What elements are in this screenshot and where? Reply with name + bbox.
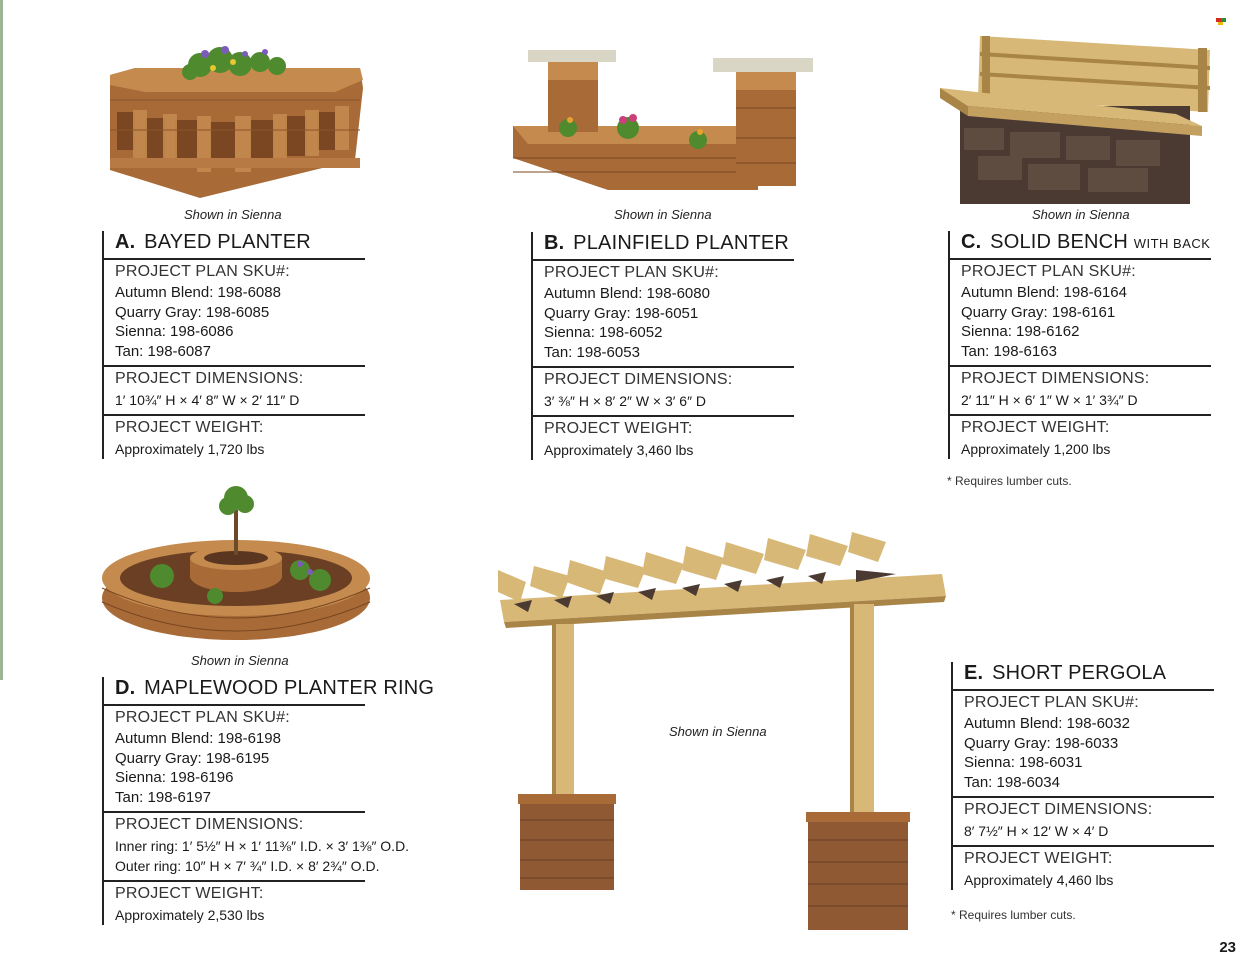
weight-heading: PROJECT WEIGHT: bbox=[115, 419, 264, 436]
dimensions-value: 3′ ⅜″ H × 8′ 2″ W × 3′ 6″ D bbox=[544, 393, 707, 409]
lumber-note-c: * Requires lumber cuts. bbox=[947, 474, 1072, 488]
sku-line: Autumn Blend: 198-6198 bbox=[115, 730, 281, 747]
caption-e: Shown in Sienna bbox=[669, 724, 767, 739]
weight-value: Approximately 1,200 lbs bbox=[961, 441, 1111, 457]
sku-line: Quarry Gray: 198-6085 bbox=[115, 303, 270, 321]
dimensions-heading: PROJECT DIMENSIONS: bbox=[961, 370, 1150, 387]
caption-c: Shown in Sienna bbox=[1032, 207, 1130, 222]
dimensions-value: 1′ 10¾″ H × 4′ 8″ W × 2′ 11″ D bbox=[115, 392, 300, 408]
brand-logo-icon bbox=[1216, 18, 1226, 25]
bayed-planter-image bbox=[105, 40, 367, 202]
product-block-e bbox=[951, 662, 1214, 890]
product-letter: B. bbox=[544, 232, 565, 254]
sku-heading: PROJECT PLAN SKU#: bbox=[961, 263, 1136, 280]
weight-heading: PROJECT WEIGHT: bbox=[961, 419, 1110, 436]
sku-line: Autumn Blend: 198-6080 bbox=[544, 285, 710, 302]
product-block-a bbox=[102, 231, 365, 459]
product-name: SHORT PERGOLA bbox=[992, 662, 1167, 684]
sku-line: Sienna: 198-6162 bbox=[961, 323, 1080, 340]
sku-line: Tan: 198-6034 bbox=[964, 773, 1060, 791]
weight-heading: PROJECT WEIGHT: bbox=[964, 850, 1113, 867]
sku-heading: PROJECT PLAN SKU#: bbox=[115, 263, 290, 280]
dimensions-value: 8′ 7½″ H × 12′ W × 4′ D bbox=[964, 823, 1109, 839]
sku-line: Sienna: 198-6086 bbox=[115, 323, 234, 340]
product-name: BAYED PLANTER bbox=[144, 231, 311, 253]
product-letter: E. bbox=[964, 662, 984, 684]
sku-line: Autumn Blend: 198-6032 bbox=[964, 715, 1130, 732]
product-block-d bbox=[102, 677, 435, 925]
product-name-suffix: WITH BACK bbox=[1133, 236, 1211, 251]
weight-value: Approximately 1,720 lbs bbox=[115, 441, 265, 457]
dimensions-heading: PROJECT DIMENSIONS: bbox=[115, 370, 304, 387]
dimensions-heading: PROJECT DIMENSIONS: bbox=[964, 801, 1153, 818]
product-title bbox=[102, 677, 435, 706]
dimensions-heading: PROJECT DIMENSIONS: bbox=[115, 816, 304, 833]
product-letter: C. bbox=[961, 231, 982, 253]
sku-heading: PROJECT PLAN SKU#: bbox=[115, 709, 290, 726]
sku-line: Autumn Blend: 198-6088 bbox=[115, 284, 281, 301]
product-letter: D. bbox=[115, 677, 136, 699]
sku-line: Autumn Blend: 198-6164 bbox=[961, 284, 1127, 301]
sku-line: Quarry Gray: 198-6195 bbox=[115, 749, 270, 767]
product-title bbox=[948, 231, 1211, 260]
weight-value: Approximately 2,530 lbs bbox=[115, 907, 265, 923]
product-title bbox=[951, 662, 1214, 691]
weight-value: Approximately 4,460 lbs bbox=[964, 872, 1114, 888]
product-block-b bbox=[531, 232, 794, 460]
sku-line: Sienna: 198-6031 bbox=[964, 754, 1083, 771]
weight-heading: PROJECT WEIGHT: bbox=[115, 885, 264, 902]
sku-line: Tan: 198-6053 bbox=[544, 343, 640, 361]
weight-value: Approximately 3,460 lbs bbox=[544, 442, 694, 458]
dimensions-heading: PROJECT DIMENSIONS: bbox=[544, 371, 733, 388]
sku-line: Tan: 198-6197 bbox=[115, 788, 211, 806]
product-name: PLAINFIELD PLANTER bbox=[573, 232, 790, 254]
dimensions-value: Inner ring: 1′ 5½″ H × 1′ 11⅜″ I.D. × 3′ 1⅜″ O.D. bbox=[115, 838, 410, 854]
sku-line: Quarry Gray: 198-6051 bbox=[544, 304, 699, 322]
dimensions-value: Outer ring: 10″ H × 7′ ¾″ I.D. × 8′ 2¾″ O.D. bbox=[115, 858, 380, 874]
product-name: MAPLEWOOD PLANTER RING bbox=[144, 677, 435, 699]
product-name: SOLID BENCH bbox=[990, 231, 1128, 253]
lumber-note-e: * Requires lumber cuts. bbox=[951, 908, 1076, 922]
page-number: 23 bbox=[1219, 939, 1236, 956]
sku-line: Quarry Gray: 198-6033 bbox=[964, 734, 1119, 752]
product-block-c bbox=[948, 231, 1211, 459]
sku-line: Tan: 198-6163 bbox=[961, 342, 1057, 360]
sku-heading: PROJECT PLAN SKU#: bbox=[544, 264, 719, 281]
plainfield-planter-image bbox=[508, 48, 813, 196]
product-title bbox=[531, 232, 794, 261]
product-letter: A. bbox=[115, 231, 136, 253]
solid-bench-image bbox=[938, 36, 1213, 206]
sku-line: Sienna: 198-6196 bbox=[115, 769, 234, 786]
caption-a: Shown in Sienna bbox=[184, 207, 282, 222]
weight-heading: PROJECT WEIGHT: bbox=[544, 420, 693, 437]
product-title bbox=[102, 231, 365, 260]
page-left-edge-strip bbox=[0, 0, 3, 680]
sku-line: Tan: 198-6087 bbox=[115, 342, 211, 360]
caption-b: Shown in Sienna bbox=[614, 207, 712, 222]
sku-line: Quarry Gray: 198-6161 bbox=[961, 303, 1116, 321]
maplewood-planter-ring-image bbox=[100, 480, 372, 645]
caption-d: Shown in Sienna bbox=[191, 653, 289, 668]
sku-heading: PROJECT PLAN SKU#: bbox=[964, 694, 1139, 711]
sku-line: Sienna: 198-6052 bbox=[544, 324, 663, 341]
dimensions-value: 2′ 11″ H × 6′ 1″ W × 1′ 3¾″ D bbox=[961, 392, 1138, 408]
